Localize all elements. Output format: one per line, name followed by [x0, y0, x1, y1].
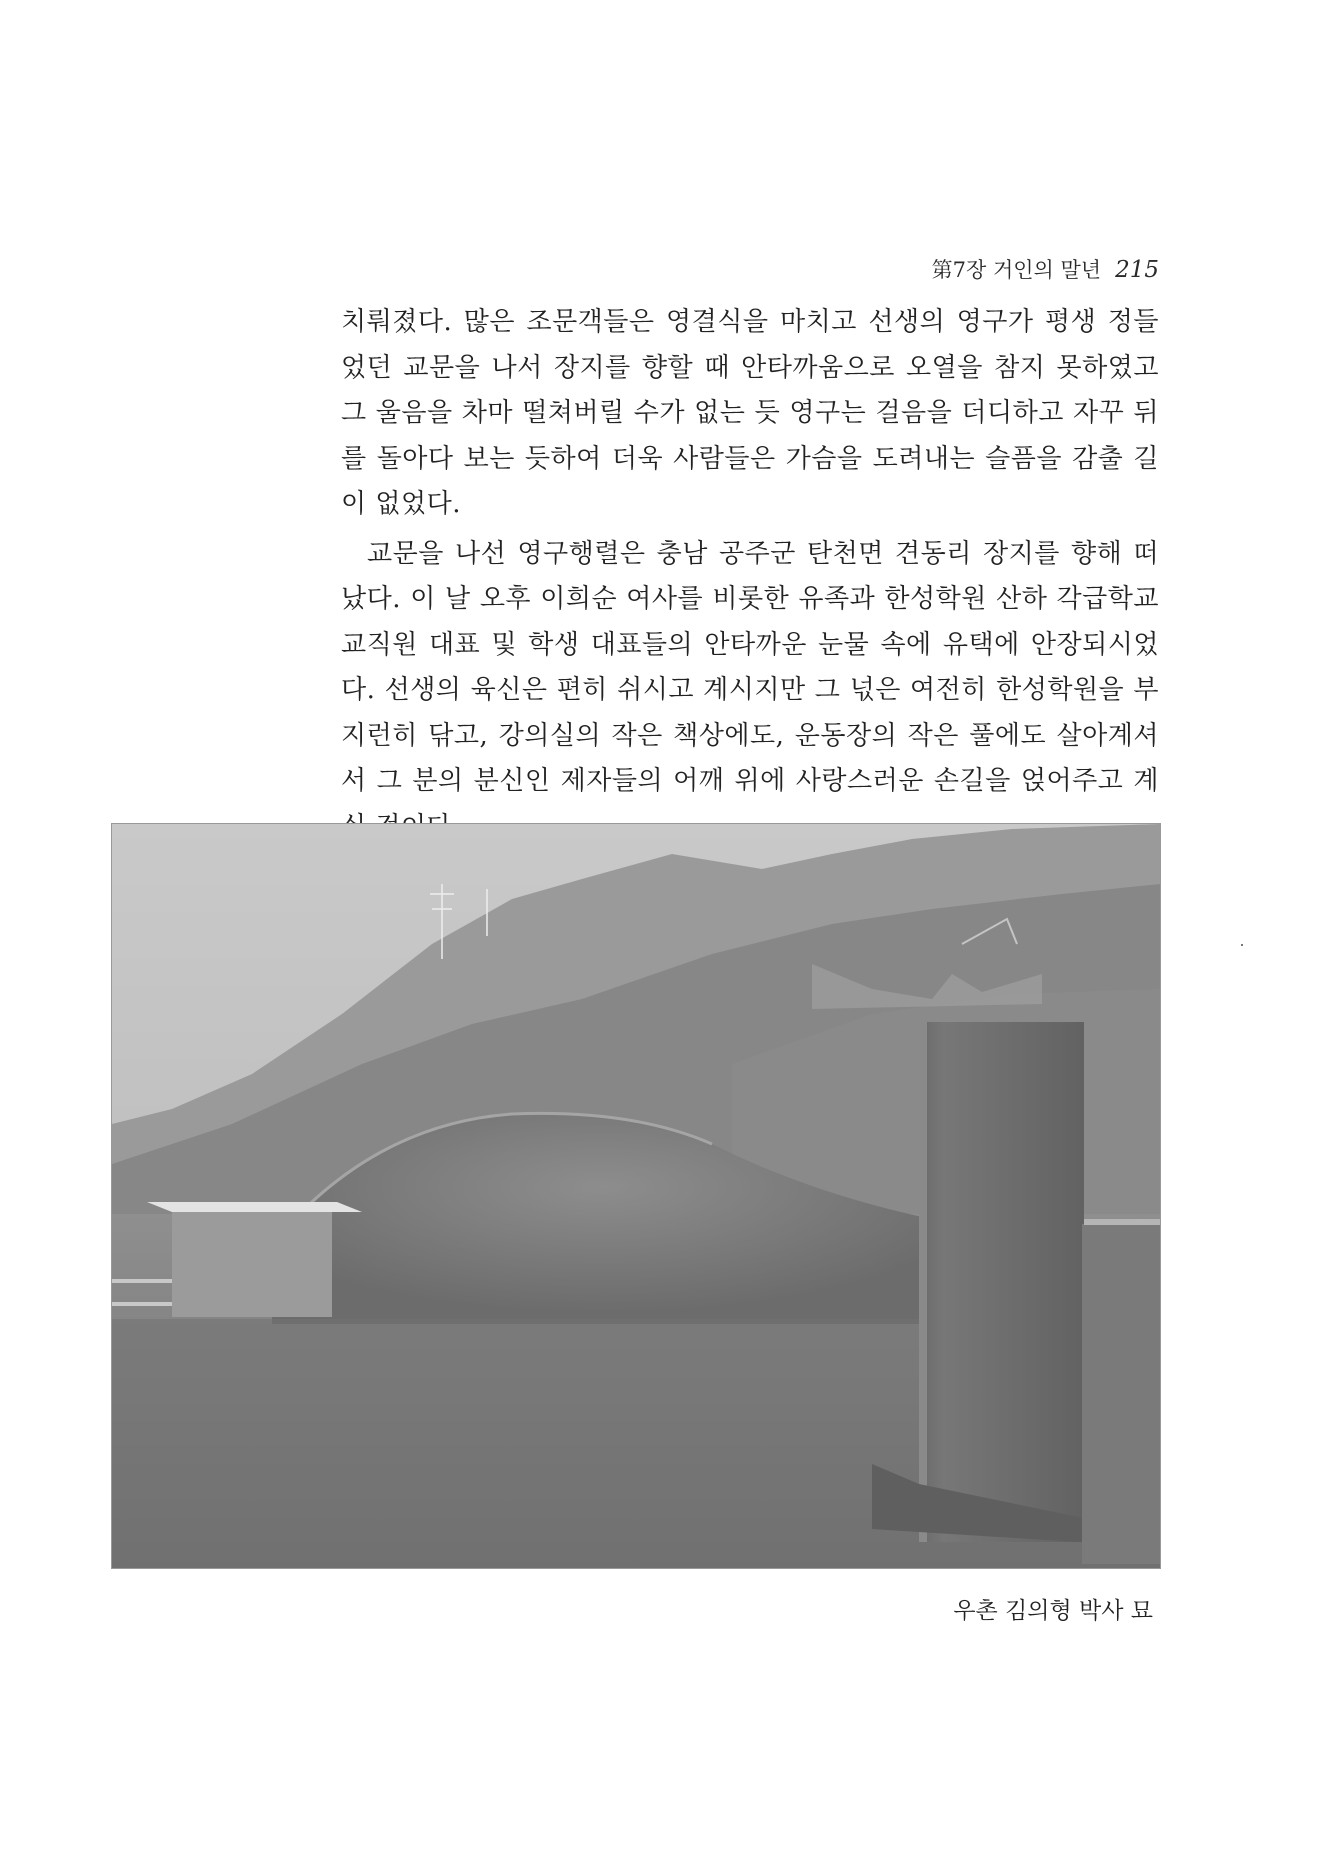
paragraph-1: 치뤄졌다. 많은 조문객들은 영결식을 마치고 선생의 영구가 평생 정들었던 교문을 나서 장지를 향할 때 안타까움으로 오열을 참지 못하였고 그 울음을 차마 떨쳐버릴 수가 없는 듯 영구는 걸음을 더디하고 자꾸 뒤를 돌아다 보는 듯하여 더욱 사람들은 가슴을 도려내는 슬픔을 감출 길이 없었다.	[341, 307, 1159, 519]
chapter-title: 第7장 거인의 말년	[931, 258, 1102, 282]
scan-speck	[1241, 944, 1243, 946]
photo-caption: 우촌 김의형 박사 묘	[953, 1598, 1153, 1624]
running-header	[932, 254, 1159, 284]
grave-photo	[111, 823, 1161, 1569]
body-text	[341, 300, 1159, 854]
page-number: 215	[1115, 257, 1159, 283]
paragraph-2: 교문을 나선 영구행렬은 충남 공주군 탄천면 견동리 장지를 향해 떠났다. 이 날 오후 이희순 여사를 비롯한 유족과 한성학원 산하 각급학교 교직원 대표 및 학생 대표들의 안타까운 눈물 속에 유택에 안장되시었다. 선생의 육신은 편히 쉬시고 계시지만 그 넋은 여전히 한성학원을 부지런히 닦고, 강의실의 작은 책상에도, 운동장의 작은 풀에도 살아계셔서 그 분의 분신인 제자들의 어깨 위에 사랑스러운 손길을 얹어주고 계	[341, 538, 1159, 796]
